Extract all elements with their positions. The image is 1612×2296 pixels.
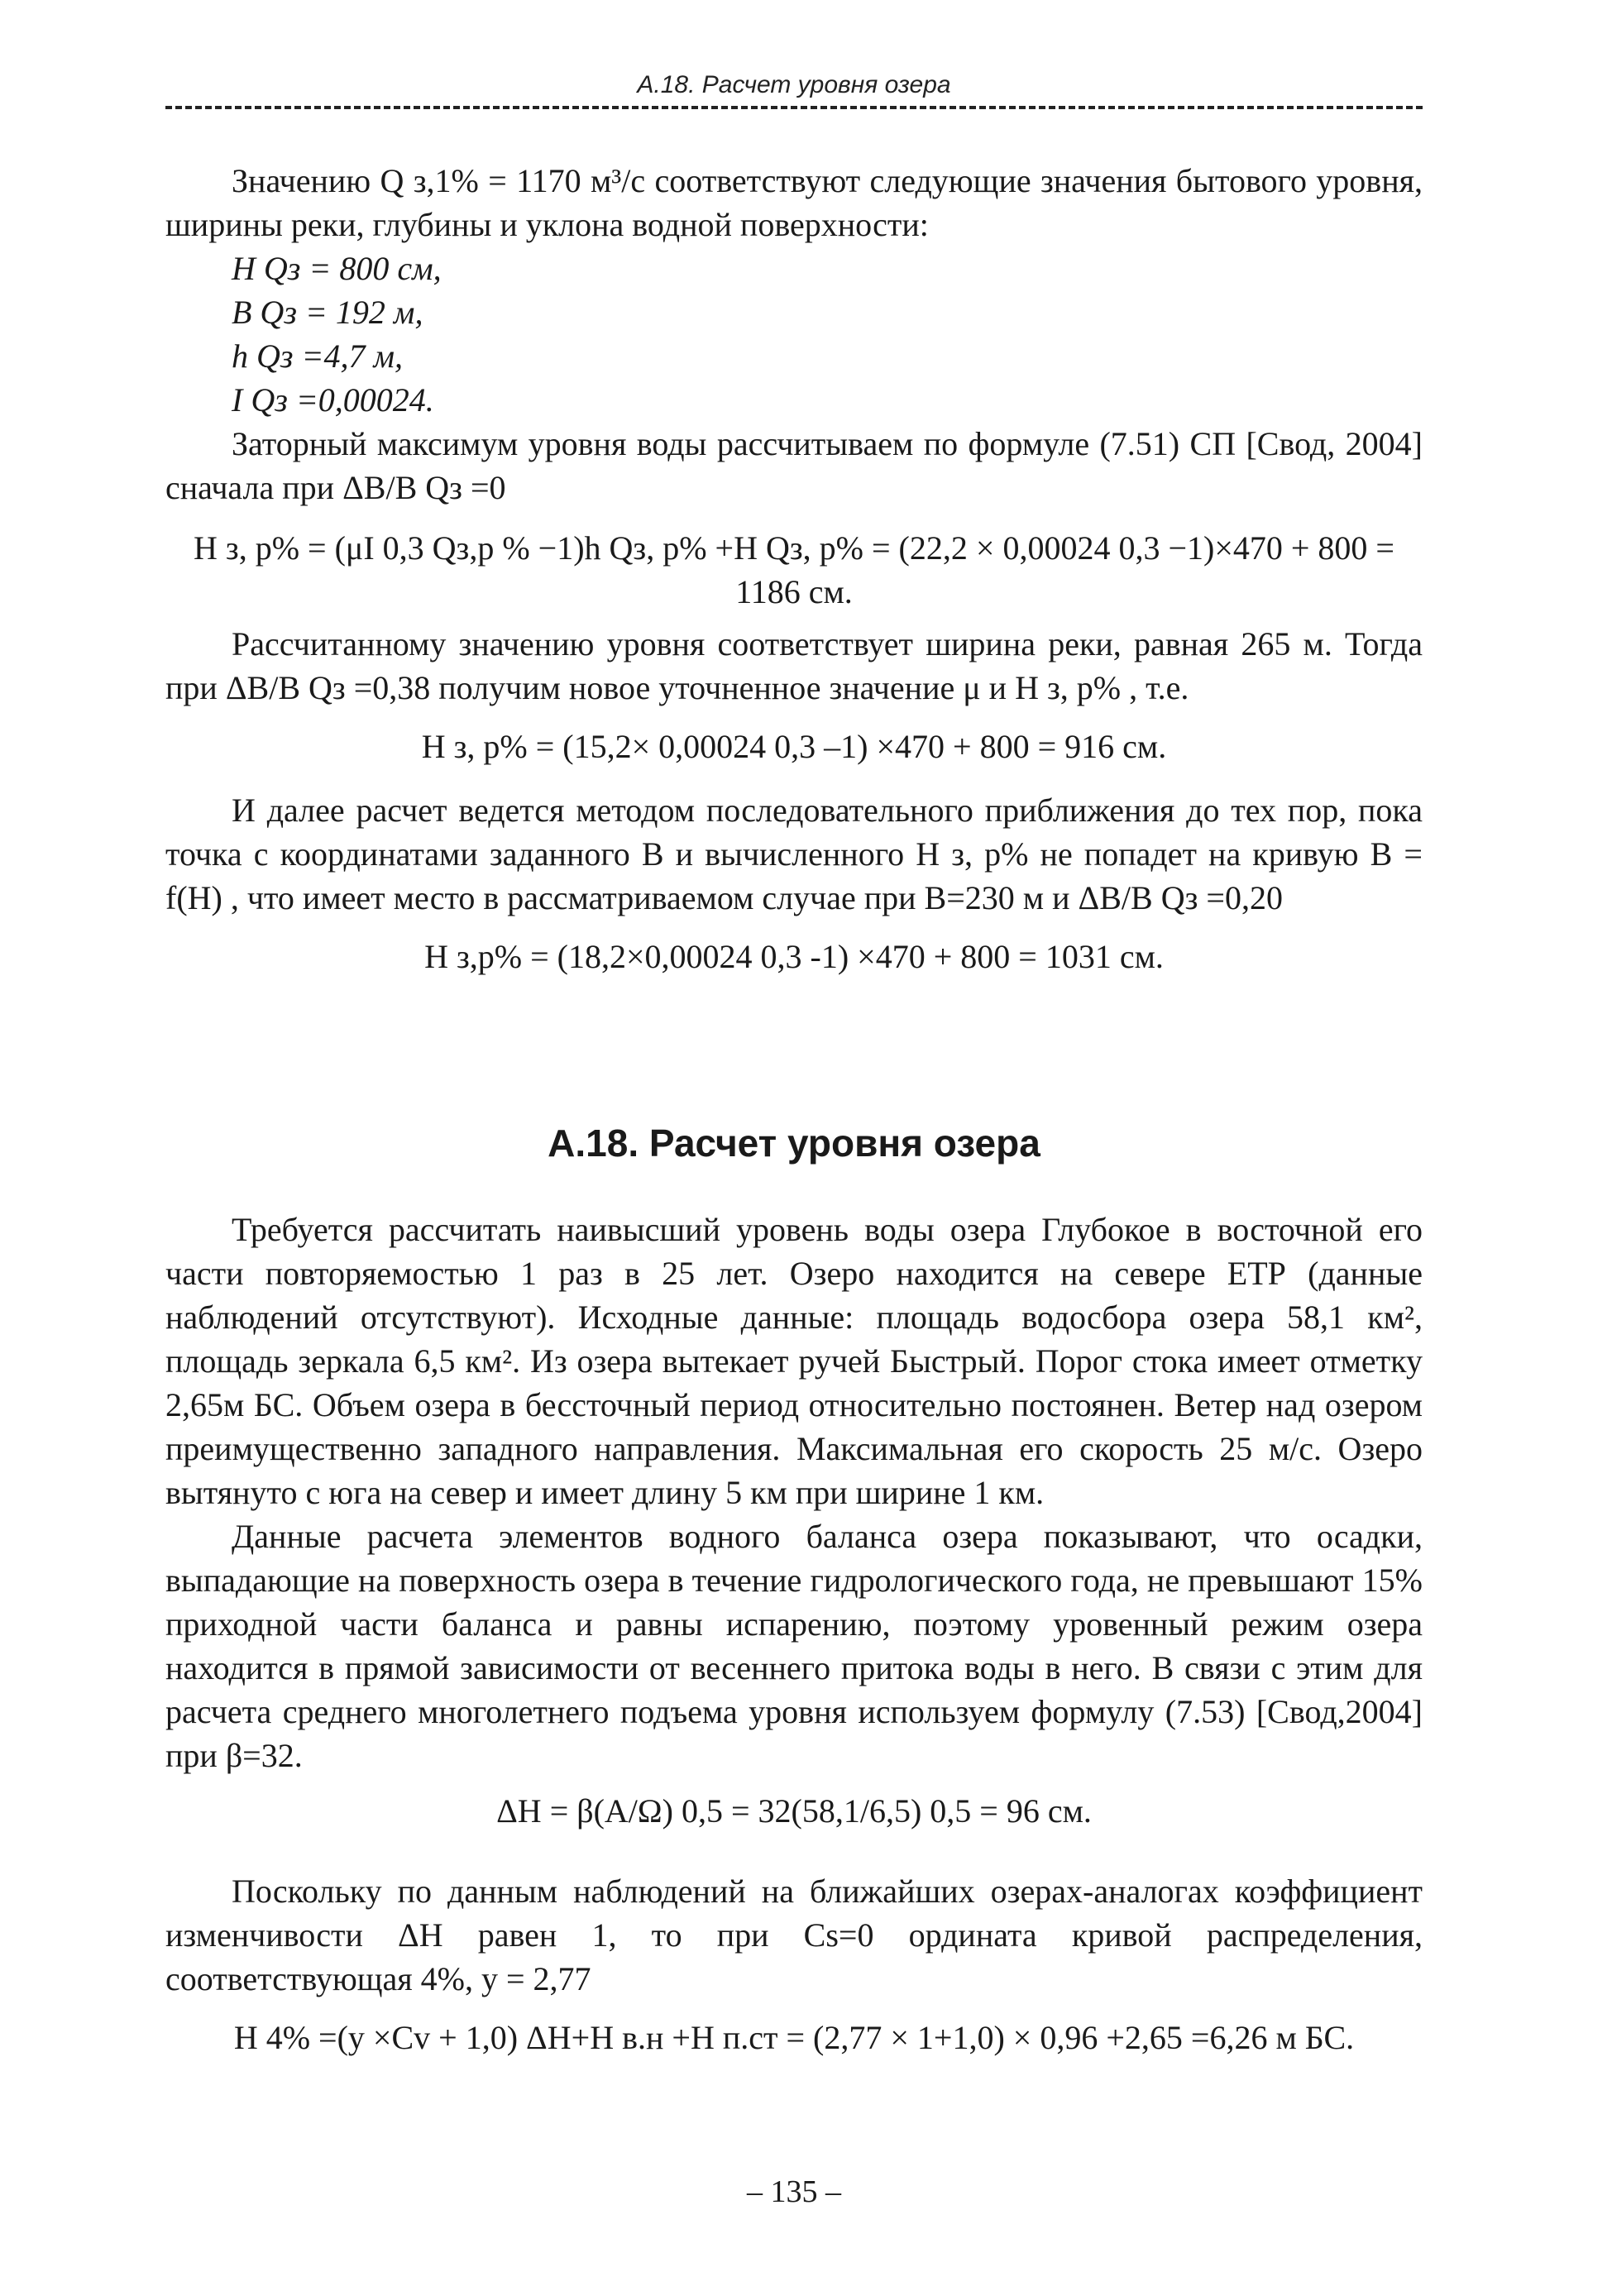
header-dashed-rule bbox=[165, 106, 1423, 109]
paragraph-task: Требуется рассчитать наивысший уровень воды озера Глубокое в восточной его части повторяемостью 1 раз в 25 лет. Озеро находится на севере ЕТР (данные наблюдений отсутствуют). Исходные данные: площадь водосбора озера 58,1 км², площадь зеркала 6,5 км². Из озера вытекает ручей Быстрый. Порог стока имеет отметку 2,65м БС. Объем озера в бессточный период относительно постоянен. Ветер над озером преимущественно западного направления. Максимальная его скорость 25 м/с. Озеро вытянуто с юга на север и имеет длину 5 км при ширине 1 км. bbox=[165, 1211, 1423, 1511]
intro-paragraph: Значению Q з,1% = 1170 м³/с соответствуют следующие значения бытового уровня, ширины реки, глубины и уклона водной поверхности: bbox=[165, 162, 1423, 243]
section-title: А.18. Расчет уровня озера bbox=[548, 1122, 1040, 1165]
paragraph-width: Рассчитанному значению уровня соответствует ширина реки, равная 265 м. Тогда при ΔB/B Qз =0,38 получим новое уточненное значение μ и H з, p% , т.е. bbox=[165, 625, 1423, 706]
value-depth: h Qз =4,7 м, bbox=[232, 337, 404, 375]
running-header: А.18. Расчет уровня озера bbox=[637, 71, 951, 98]
paragraph-balance: Данные расчета элементов водного баланса озера показывают, что осадки, выпадающие на поверхность озера в течение гидрологического года, не превышают 15% приходной части баланса и равны испарению, поэтому уровенный режим озера находится в прямой зависимости от весеннего притока воды в него. В связи с этим для расчета среднего многолетнего подъема уровня используем формулу (7.53) [Свод,2004] при β=32. bbox=[165, 1518, 1423, 1774]
paragraph-variation: Поскольку по данным наблюдений на ближайших озерах-аналогах коэффициент изменчивости ΔH равен 1, то при Cs=0 ордината кривой распределения, соответствующая 4%, y = 2,77 bbox=[165, 1873, 1423, 1997]
value-h: H Qз = 800 см, bbox=[232, 250, 442, 287]
equation-1: H з, p% = (μI 0,3 Qз,p % −1)h Qз, p% +H Qз, p% = (22,2 × 0,00024 0,3 −1)×470 + 800 = 1186 см. bbox=[194, 529, 1394, 610]
equation-5: H 4% =(y ×Cv + 1,0) ΔH+H в.н +H п.ст = (2,77 × 1+1,0) × 0,96 +2,65 =6,26 м БС. bbox=[233, 2019, 1355, 2056]
upper-text-block bbox=[165, 159, 1423, 978]
equation-3: H з,р% = (18,2×0,00024 0,3 -1) ×470 + 800 = 1031 см. bbox=[424, 938, 1164, 975]
page-number: – 135 – bbox=[747, 2174, 841, 2209]
equation-2: H з, p% = (15,2× 0,00024 0,3 –1) ×470 + 800 = 916 см. bbox=[421, 728, 1167, 765]
lower-text-block bbox=[165, 1208, 1423, 2059]
paragraph-jam-max: Заторный максимум уровня воды рассчитываем по формуле (7.51) СП [Свод, 2004] сначала при ΔB/B Qз =0 bbox=[165, 425, 1423, 506]
paragraph-iteration: И далее расчет ведется методом последовательного приближения до тех пор, пока точка с координатами заданного B и вычисленного H з, p% не попадет на кривую B = f(H) , что имеет место в рассматриваемом случае при B=230 м и ΔB/B Qз =0,20 bbox=[165, 792, 1423, 916]
value-slope: I Qз =0,00024. bbox=[232, 381, 434, 419]
equation-4: ΔH = β(A/Ω) 0,5 = 32(58,1/6,5) 0,5 = 96 см. bbox=[496, 1792, 1092, 1830]
value-b: B Qз = 192 м, bbox=[232, 294, 423, 331]
